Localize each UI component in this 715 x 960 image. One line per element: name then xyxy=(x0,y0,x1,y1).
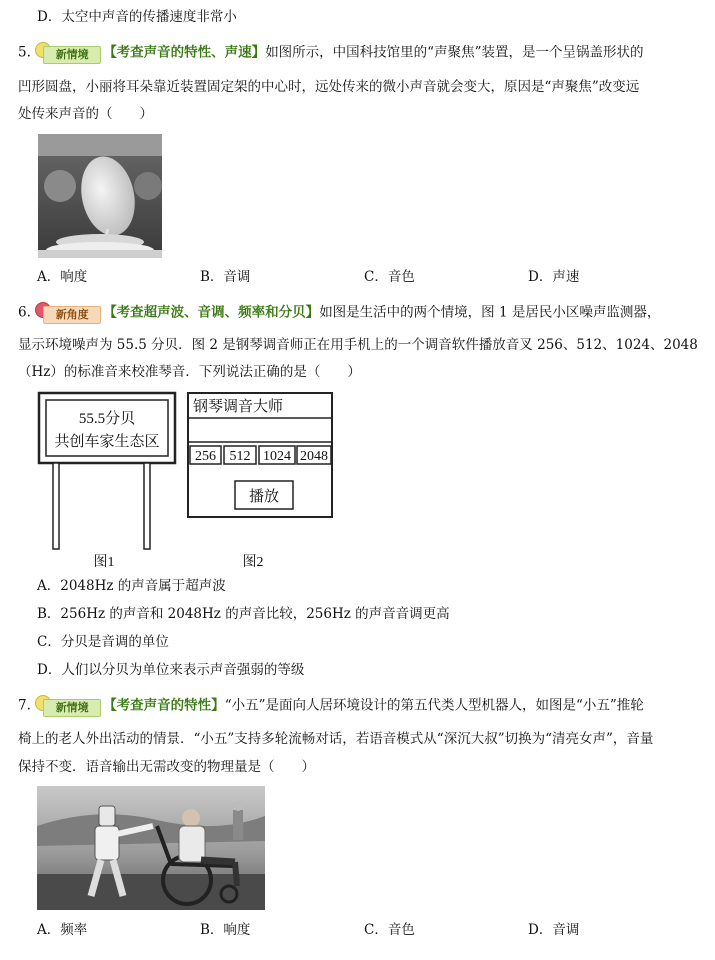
figure1-caption: 图1 xyxy=(93,555,115,570)
q7-badge xyxy=(35,695,101,717)
q5-option-d: D．声速 xyxy=(528,269,580,285)
q6-tag: 【考查超声波、音调、频率和分贝】 xyxy=(103,304,320,321)
q5-text-line3: 处传来声音的（ ） xyxy=(18,106,153,122)
freq-label-512: 512 xyxy=(229,449,251,464)
q7-number: 7. xyxy=(18,697,31,714)
q5-tag: 【考查声音的特性、声速】 xyxy=(103,44,266,61)
q6-text-line2: 显示环境噪声为 55.5 分贝．图 2 是钢琴调音师正在用手机上的一个调音软件播放音叉 256、512、1024、2048 xyxy=(18,337,698,353)
q7-text-line2: 椅上的老人外出活动的情景．“小五”支持多轮流畅对话，若语音模式从“深沉大叔”切换为“清亮女声”，音量 xyxy=(18,731,654,747)
q6-badge xyxy=(35,302,101,324)
q5-option-b: B．音调 xyxy=(200,269,251,285)
q5-stem-line1 xyxy=(18,42,644,64)
q5-option-a: A．响度 xyxy=(37,269,88,285)
q5-badge xyxy=(35,42,101,64)
freq-label-2048: 2048 xyxy=(300,449,328,464)
q6-option-d: D．人们以分贝为单位来表示声音强弱的等级 xyxy=(37,662,305,678)
q6-number: 6. xyxy=(18,304,31,321)
q5-number: 5. xyxy=(18,44,31,61)
q7-text-line3: 保持不变．语音输出无需改变的物理量是（ ） xyxy=(18,759,315,775)
q7-stem-line1 xyxy=(18,695,644,717)
noise-monitor-slogan: 共创车家生态区 xyxy=(54,434,160,450)
q7-badge-label: 新情境 xyxy=(43,699,101,717)
robot-wheelchair-illustration xyxy=(37,786,265,910)
q5-text-line1: 如图所示，中国科技馆里的“声聚焦”装置，是一个呈锅盖形状的 xyxy=(265,44,644,61)
q7-option-b: B．响度 xyxy=(200,922,251,938)
q6-figure xyxy=(36,390,341,575)
freq-label-1024: 1024 xyxy=(263,449,291,464)
play-button-label: 播放 xyxy=(248,489,280,505)
freq-label-256: 256 xyxy=(195,449,216,464)
tuning-app-title: 钢琴调音大师 xyxy=(193,399,284,415)
q7-option-a: A．频率 xyxy=(37,922,88,938)
q4-option-d: D．太空中声音的传播速度非常小 xyxy=(37,9,237,25)
figure2-caption: 图2 xyxy=(242,555,264,570)
q5-badge-label: 新情境 xyxy=(43,46,101,64)
q6-text-line1: 如图是生活中的两个情境，图 1 是居民小区噪声监测器， xyxy=(319,304,661,321)
q6-option-a: A．2048Hz 的声音属于超声波 xyxy=(37,578,226,594)
q6-option-c: C．分贝是音调的单位 xyxy=(37,634,169,650)
q5-sound-focus-photo xyxy=(38,134,162,258)
noise-monitor-reading: 55.5分贝 xyxy=(78,411,136,427)
sign-post-right xyxy=(144,463,150,549)
sign-post-left xyxy=(53,463,59,549)
q5-text-line2: 凹形圆盘，小丽将耳朵靠近装置固定架的中心时，远处传来的微小声音就会变大，原因是“声聚焦”改变远 xyxy=(18,79,640,95)
sound-focus-dish-illustration xyxy=(38,134,162,258)
q7-tag: 【考查声音的特性】 xyxy=(103,697,225,714)
q7-option-c: C．音色 xyxy=(364,922,415,938)
q6-badge-label: 新角度 xyxy=(43,306,101,324)
q5-option-c: C．音色 xyxy=(364,269,415,285)
q7-robot-wheelchair-photo xyxy=(37,786,265,910)
q6-option-b: B．256Hz 的声音和 2048Hz 的声音比较，256Hz 的声音音调更高 xyxy=(37,606,450,622)
q7-text-line1: “小五”是面向人居环境设计的第五代类人型机器人，如图是“小五”推轮 xyxy=(224,697,644,714)
q7-option-d: D．音调 xyxy=(528,922,580,938)
q6-stem-line1 xyxy=(18,302,660,324)
q6-text-line3: （Hz）的标准音来校准琴音．下列说法正确的是（ ） xyxy=(18,364,361,380)
